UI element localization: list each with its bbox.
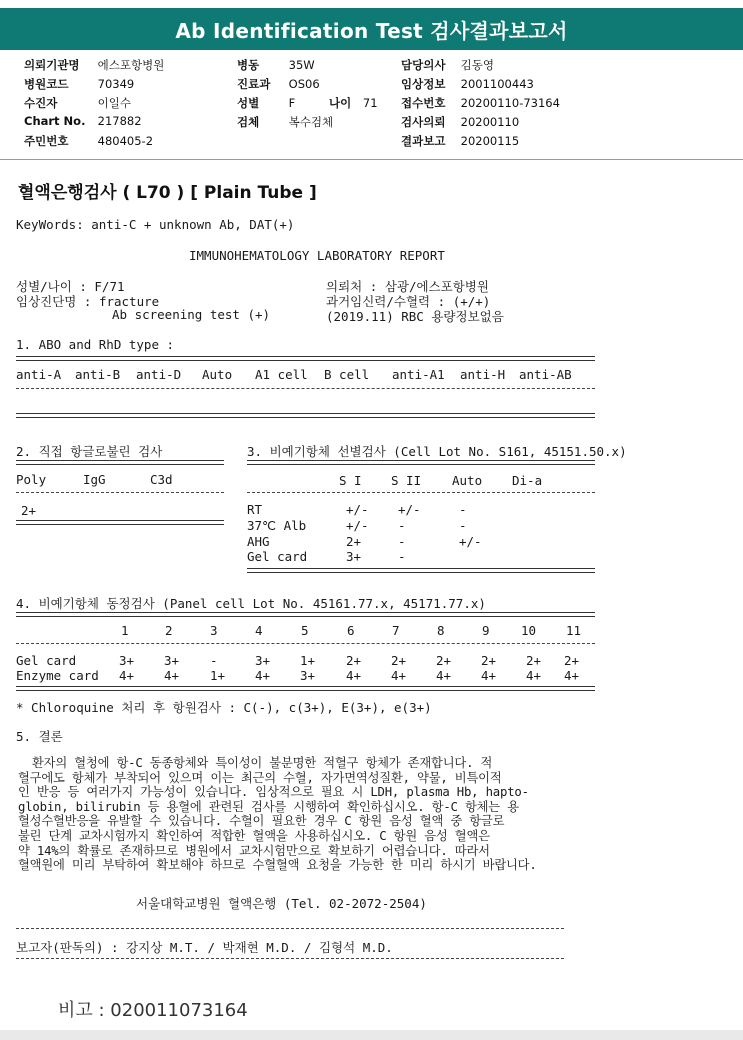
dat-title: 2. 직접 항글로불린 검사 xyxy=(16,444,163,459)
panel-header-cell: 7 xyxy=(392,623,400,638)
chloroquine-note: * Chloroquine 처리 후 항원검사 : C(-), c(3+), E(3+), e(3+) xyxy=(16,700,432,715)
hospital-value: 에스포항병원 xyxy=(97,58,165,72)
clinical-value: 2001100443 xyxy=(460,77,534,91)
dat-mid-rule xyxy=(16,492,224,493)
screen-cell: +/- xyxy=(459,534,482,549)
screen-top-rule xyxy=(247,460,595,465)
panel-cell: 3+ xyxy=(164,653,180,668)
screening-line: Ab screening test (+) xyxy=(112,307,271,322)
age-label: 나이 xyxy=(329,96,352,110)
report-date-value: 20200115 xyxy=(460,134,520,148)
dat-header-cell: C3d xyxy=(150,472,173,487)
doctor-row xyxy=(401,57,494,73)
screen-cell: 2+ xyxy=(346,534,362,549)
screen-bottom-rule xyxy=(247,568,595,573)
panel-cell: 4+ xyxy=(564,668,580,683)
clinical-row xyxy=(401,76,534,92)
sex-value: F xyxy=(288,96,296,110)
conclusion-title: 5. 결론 xyxy=(16,729,63,744)
panel-header-cell: 9 xyxy=(482,623,490,638)
report-title: Ab Identification Test 검사결과보고서 xyxy=(175,18,568,43)
header-divider xyxy=(0,159,743,160)
age-row xyxy=(329,95,378,111)
abo-header-cell: anti-A xyxy=(16,367,62,382)
reporter-top-rule xyxy=(16,928,564,929)
panel-bottom-rule xyxy=(16,686,595,691)
panel-cell: - xyxy=(210,653,218,668)
screen-header-cell: Auto xyxy=(452,473,483,488)
history-note-line: (2019.11) RBC 용량정보없음 xyxy=(326,309,504,324)
resid-row xyxy=(24,133,153,149)
clinical-label: 임상정보 xyxy=(401,77,446,91)
specimen-value: 복수검체 xyxy=(288,115,334,129)
patient-value: 이일수 xyxy=(97,96,131,110)
screen-cell: - xyxy=(398,518,406,533)
resid-label: 주민번호 xyxy=(24,134,69,148)
panel-cell: 2+ xyxy=(564,653,580,668)
request-label: 검사의뢰 xyxy=(401,115,446,129)
panel-cell: 2+ xyxy=(526,653,542,668)
reporter-bottom-rule xyxy=(16,958,564,959)
resid-value: 480405-2 xyxy=(97,134,154,148)
ward-row xyxy=(237,57,315,73)
panel-cell: 4+ xyxy=(346,668,362,683)
report-date-label: 결과보고 xyxy=(401,134,446,148)
lab-report-title: IMMUNOHEMATOLOGY LABORATORY REPORT xyxy=(189,248,445,263)
screen-row-label: AHG xyxy=(247,534,270,549)
doctor-value: 김동영 xyxy=(460,58,494,72)
abo-title: 1. ABO and RhD type : xyxy=(16,337,175,352)
dept-label: 진료과 xyxy=(237,77,271,91)
request-value: 20200110 xyxy=(460,115,520,129)
dept-value: OS06 xyxy=(288,77,320,91)
sex-age-line: 성별/나이 : F/71 xyxy=(16,279,125,294)
dat-value-cell: 2+ xyxy=(21,503,37,518)
report-date-row xyxy=(401,133,519,149)
panel-cell: 4+ xyxy=(119,668,135,683)
panel-cell: 4+ xyxy=(526,668,542,683)
panel-cell: 3+ xyxy=(300,668,316,683)
panel-cell: 4+ xyxy=(255,668,271,683)
panel-header-cell: 5 xyxy=(301,623,309,638)
reporters-line: 보고자(판독의) : 강지상 M.T. / 박재현 M.D. / 김형석 M.D. xyxy=(16,940,393,955)
screen-cell: - xyxy=(459,502,467,517)
panel-header-cell: 6 xyxy=(347,623,355,638)
screen-cell: - xyxy=(398,534,406,549)
section-title: 혈액은행검사 ( L70 ) [ Plain Tube ] xyxy=(18,183,317,203)
screen-mid-rule xyxy=(247,492,595,493)
report-banner xyxy=(0,8,743,50)
requester-line: 의뢰처 : 삼광/에스포항병원 xyxy=(326,279,489,294)
conclusion-line: 혈구에도 항체가 부착되어 있으며 이는 최근의 수혈, 자가면역성질환, 약물, 비특이적 xyxy=(18,770,502,785)
panel-cell: 2+ xyxy=(481,653,497,668)
screen-row-label: RT xyxy=(247,502,263,517)
chart-label: Chart No. xyxy=(24,114,86,128)
panel-header-cell: 11 xyxy=(566,623,582,638)
abo-header-cell: anti-A1 xyxy=(392,367,445,382)
receipt-label: 접수번호 xyxy=(401,96,446,110)
hospital-row xyxy=(24,57,164,73)
receipt-row xyxy=(401,95,560,111)
abo-top-rule xyxy=(16,356,595,361)
panel-row-label: Gel card xyxy=(16,653,77,668)
conclusion-line: 혈액원에 미리 부탁하여 확보해야 하므로 수혈혈액 요청을 가능한 한 미리 하시기 바랍니다. xyxy=(18,858,537,873)
conclusion-line: 불린 단계 교차시험까지 확인하여 적합한 혈액을 사용하십시오. C 항원 음성 혈액은 xyxy=(18,828,490,843)
conclusion-line: 환자의 혈청에 항-C 동종항체와 특이성이 불분명한 적혈구 항체가 존재합니다. 적 xyxy=(32,756,493,770)
bottom-strip xyxy=(0,1030,743,1040)
panel-cell: 2+ xyxy=(436,653,452,668)
panel-cell: 4+ xyxy=(481,668,497,683)
panel-header-cell: 8 xyxy=(437,623,445,638)
receipt-value: 20200110-73164 xyxy=(460,96,560,110)
conclusion-line: 혈성수혈반응을 유발할 수 있습니다. 수혈이 필요한 경우 C 항원 음성 혈액 중 항글로 xyxy=(18,814,505,829)
panel-row-label: Enzyme card xyxy=(16,668,99,683)
code-row xyxy=(24,76,134,92)
code-value: 70349 xyxy=(97,77,135,91)
panel-cell: 1+ xyxy=(300,653,316,668)
dat-bottom-rule xyxy=(16,520,224,525)
sex-label: 성별 xyxy=(237,96,260,110)
panel-header-cell: 1 xyxy=(121,623,129,638)
screen-title: 3. 비예기항체 선별검사 (Cell Lot No. S161, 45151.50.x) xyxy=(247,444,627,459)
request-row xyxy=(401,114,519,130)
doctor-label: 담당의사 xyxy=(401,58,446,72)
abo-header-cell: anti-D xyxy=(136,367,182,382)
patient-row xyxy=(24,95,131,111)
history-line: 과거임신력/수혈력 : (+/+) xyxy=(326,294,491,309)
diagnosis-line: 임상진단명 : fracture xyxy=(16,294,160,309)
code-label: 병원코드 xyxy=(24,77,69,91)
conclusion-line: 인 반응 등 여러가지 가능성이 있습니다. 임상적으로 필요 시 LDH, plasma Hb, hapto- xyxy=(18,785,529,800)
specimen-label: 검체 xyxy=(237,115,260,129)
chart-row xyxy=(24,114,142,128)
panel-cell: 2+ xyxy=(391,653,407,668)
abo-header-cell: B cell xyxy=(324,367,370,382)
panel-cell: 3+ xyxy=(255,653,271,668)
abo-mid-rule xyxy=(16,388,595,389)
remark: 비고 : 020011073164 xyxy=(58,1000,248,1021)
panel-title: 4. 비예기항체 동정검사 (Panel cell Lot No. 45161.77.x, 45171.77.x) xyxy=(16,596,486,611)
specimen-row xyxy=(237,114,333,130)
dat-top-rule xyxy=(16,460,224,465)
abo-header-cell: Auto xyxy=(202,367,233,382)
screen-cell: - xyxy=(459,518,467,533)
panel-header-cell: 3 xyxy=(210,623,218,638)
ward-value: 35W xyxy=(288,58,315,72)
abo-header-cell: anti-AB xyxy=(519,367,572,382)
dat-header-cell: Poly xyxy=(16,472,47,487)
screen-row-label: Gel card xyxy=(247,549,308,564)
screen-header-cell: S I xyxy=(339,473,362,488)
panel-header-cell: 2 xyxy=(165,623,173,638)
panel-top-rule xyxy=(16,612,595,617)
panel-cell: 4+ xyxy=(391,668,407,683)
panel-header-cell: 4 xyxy=(255,623,263,638)
screen-cell: - xyxy=(398,549,406,564)
panel-cell: 4+ xyxy=(164,668,180,683)
abo-header-cell: anti-H xyxy=(460,367,506,382)
screen-cell: 3+ xyxy=(346,549,362,564)
abo-header-cell: A1 cell xyxy=(255,367,308,382)
panel-mid-rule xyxy=(16,643,595,644)
institution-line: 서울대학교병원 혈액은행 (Tel. 02-2072-2504) xyxy=(136,896,427,911)
sex-row xyxy=(237,95,295,111)
panel-cell: 3+ xyxy=(119,653,135,668)
dept-row xyxy=(237,76,320,92)
age-value: 71 xyxy=(362,96,378,110)
panel-cell: 4+ xyxy=(436,668,452,683)
abo-bottom-rule xyxy=(16,413,595,418)
hospital-label: 의뢰기관명 xyxy=(24,58,80,72)
screen-header-cell: S II xyxy=(391,473,422,488)
screen-cell: +/- xyxy=(346,518,369,533)
patient-label: 수진자 xyxy=(24,96,58,110)
panel-cell: 1+ xyxy=(210,668,226,683)
screen-cell: +/- xyxy=(398,502,421,517)
panel-header-cell: 10 xyxy=(521,623,537,638)
screen-header-cell: Di-a xyxy=(512,473,543,488)
conclusion-line: globin, bilirubin 등 용혈에 관련된 검사를 시행하여 확인하십시오. 항-C 항체는 용 xyxy=(18,799,519,814)
conclusion-body xyxy=(18,756,668,873)
dat-header-cell: IgG xyxy=(83,472,106,487)
keywords: KeyWords: anti-C + unknown Ab, DAT(+) xyxy=(16,217,295,232)
screen-row-label: 37℃ Alb xyxy=(247,518,307,533)
conclusion-line: 약 14%의 확률로 존재하므로 병원에서 교차시험만으로 확보하기 어렵습니다. 따라서 xyxy=(18,843,490,858)
abo-header-cell: anti-B xyxy=(75,367,121,382)
screen-cell: +/- xyxy=(346,502,369,517)
chart-value: 217882 xyxy=(97,114,142,128)
panel-cell: 2+ xyxy=(346,653,362,668)
ward-label: 병동 xyxy=(237,58,260,72)
